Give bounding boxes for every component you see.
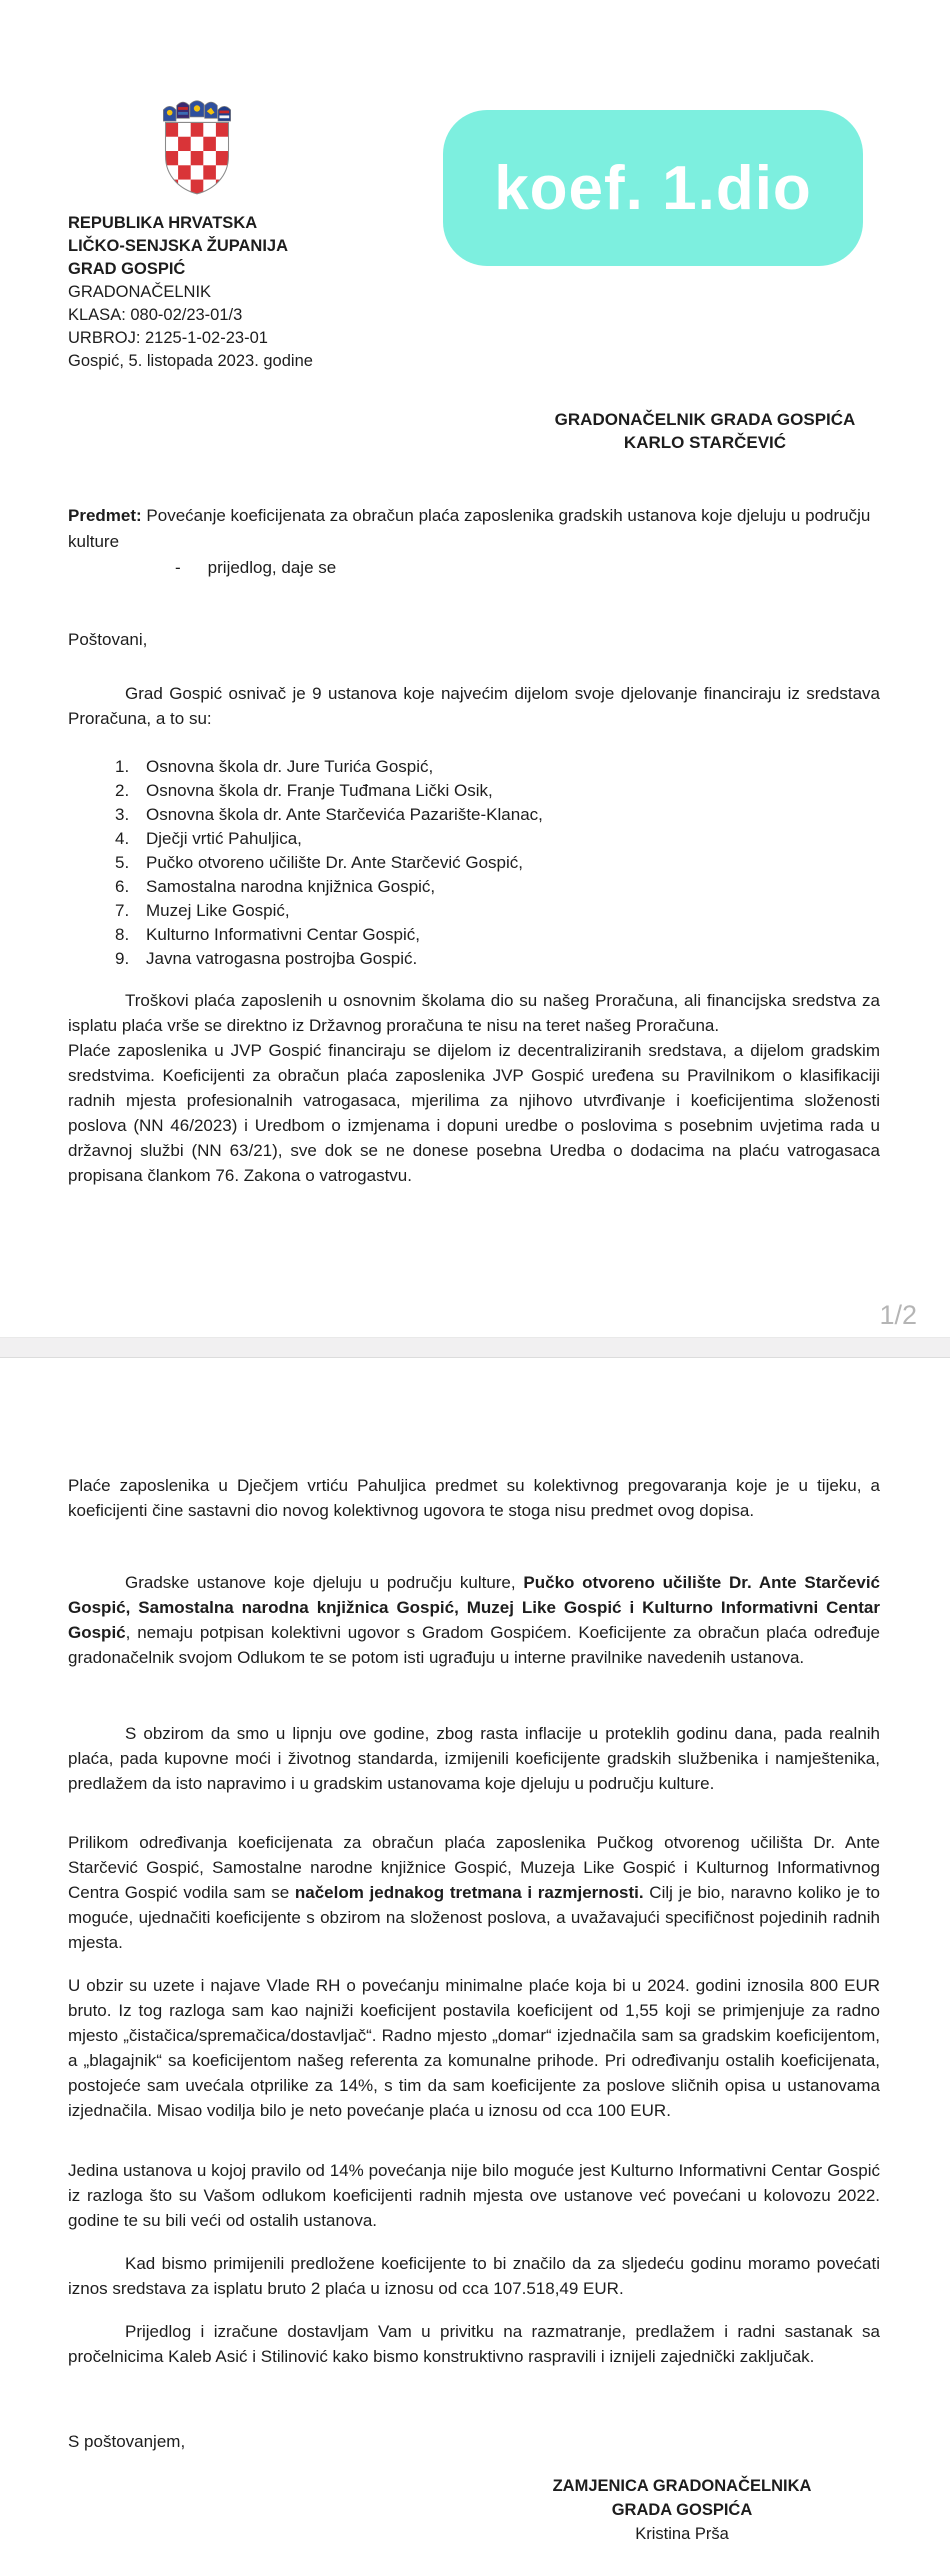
list-item: 6. Samostalna narodna knjižnica Gospić, xyxy=(115,877,436,896)
signature-title-1: ZAMJENICA GRADONAČELNIKA xyxy=(552,2477,812,2495)
letterhead-county: LIČKO-SENJSKA ŽUPANIJA xyxy=(68,237,289,255)
letterhead-office: GRADONAČELNIK xyxy=(68,283,212,301)
letterhead xyxy=(68,212,313,373)
list-item: 7. Muzej Like Gospić, xyxy=(115,901,290,920)
addressee-title: GRADONAČELNIK GRADA GOSPIĆA xyxy=(554,410,856,429)
subject-proposal-line xyxy=(175,555,880,581)
topic-badge-label: koef. 1.dio xyxy=(494,153,812,223)
subject-label: Predmet: xyxy=(68,506,142,525)
paragraph-kindergarten: Plaće zaposlenika u Dječjem vrtiću Pahuljica predmet su kolektivnog pregovaranja koje je u tijeku, a koeficijenti čine sastavni dio novog kolektivnog ugovora te stoga nisu predmet ovog dopisa. xyxy=(68,1476,880,1520)
letterhead-city: GRAD GOSPIĆ xyxy=(68,260,186,278)
paragraph-school-costs: Troškovi plaća zaposlenih u osnovnim školama dio su našeg Proračuna, ali financijska sredstva za isplatu plaća vrše se direktno iz Državnog proračuna te nisu na teret našeg Proračuna. xyxy=(68,991,880,1035)
croatia-coat-of-arms-icon xyxy=(162,100,232,196)
letterhead-urbroj: URBROJ: 2125-1-02-23-01 xyxy=(68,329,268,347)
paragraph-proposal: Prijedlog i izračune dostavljam Vam u privitku na razmatranje, predlažem i radni sastanak sa pročelnicima Kaleb Asić i Stilinović kako bismo konstruktivno raspravili i iznijeli zajednički zaključak. xyxy=(68,2322,880,2366)
subject-block xyxy=(68,503,880,581)
signature-name: Kristina Prša xyxy=(635,2525,729,2543)
crest-crown xyxy=(163,101,230,121)
signature-title-2: GRADA GOSPIĆA xyxy=(611,2501,753,2519)
list-item: 2. Osnovna škola dr. Franje Tuđmana Lički Osik, xyxy=(115,781,493,800)
paragraph-minimum-wage: U obzir su uzete i najave Vlade RH o povećanju minimalne plaće koja bi u 2024. godini iznosila 800 EUR bruto. Iz tog razloga sam kao najniži koeficijent postavila koeficijent od 1,55 koji se primjenjuje za radno mjesto „čistačica/spremačica/dostavljač“. Radno mjesto „domar“ izjednačila sam sa gradskim koeficijentom, a „blagajnik“ sa koeficijentom našeg referenta za komunalne prihode. Pri određivanju ostalih koeficijenata, postojeće sam uvećala otprilike za 14%, s tim da sam koeficijente za poslove sličnih opisa u ustanovama izjednačila. Misao vodilja bilo je neto povećanje plaća u iznosu od cca 100 EUR. xyxy=(68,1976,880,2120)
subject-text: Povećanje koeficijenata za obračun plaća zaposlenika gradskih ustanova koje djeluju u području kulture xyxy=(68,506,871,551)
addressee-block xyxy=(505,408,905,454)
subject-proposal-text: prijedlog, daje se xyxy=(207,558,337,577)
list-item: 4. Dječji vrtić Pahuljica, xyxy=(115,829,302,848)
paragraph-budget-amount: Kad bismo primijenili predložene koeficijente to bi značilo da za sljedeću godinu moramo povećati iznos sredstava za isplatu bruto 2 plaća u iznosu od cca 107.518,49 EUR. xyxy=(68,2254,880,2298)
salutation: Poštovani, xyxy=(68,630,148,649)
list-item: 9. Javna vatrogasna postrojba Gospić. xyxy=(115,949,418,968)
paragraph-kic-exception: Jedina ustanova u kojoj pravilo od 14% povećanja nije bilo moguće jest Kulturno Informativni Centar Gospić iz razloga što su Vašom odlukom koeficijenti radnih mjesta ove ustanove već povećani u kolovozu 2022. godine te su bili veći od ostalih ustanova. xyxy=(68,2161,880,2230)
subject-dash: - xyxy=(175,558,181,577)
paragraph-culture-institutions: Gradske ustanove koje djeluju u području kulture, Pučko otvoreno učilište Dr. Ante Starčević Gospić, Samostalna narodna knjižnica Gospić, Muzej Like Gospić i Kulturno Informativni Centar Gospić, nemaju potpisan kolektivni ugovor s Gradom Gospićem. Koeficijente za obračun plaća određuje gradonačelnik svojom Odlukom te se potom isti ugrađuju u interne pravilnike navedenih ustanova. xyxy=(68,1573,880,1667)
crest-shield xyxy=(166,122,229,193)
page-separator xyxy=(0,1337,950,1358)
paragraph-principle: Prilikom određivanja koeficijenata za obračun plaća zaposlenika Pučkog otvorenog učilišta Dr. Ante Starčević Gospić, Samostalne narodne knjižnice Gospić, Muzeja Like Gospić i Kulturnog Informativnog Centra Gospić vodila sam se načelom jednakog tretmana i razmjernosti. Cilj je bio, naravno koliko je to moguće, ujednačiti koeficijente s obzirom na složenost poslova, a uvažavajući specifičnost pojedinih radnih mjesta. xyxy=(68,1833,880,1952)
paragraph-costs-jvp xyxy=(68,988,880,1188)
list-item: 5. Pučko otvoreno učilište Dr. Ante Starčević Gospić, xyxy=(115,853,524,872)
list-item: 8. Kulturno Informativni Centar Gospić, xyxy=(115,925,421,944)
institutions-list xyxy=(115,755,880,971)
paragraph-jvp: Plaće zaposlenika u JVP Gospić financiraju se dijelom iz decentraliziranih sredstava, a dijelom gradskim sredstvima. Koeficijenti za obračun plaća zaposlenika JVP Gospić uređena su Pravilnikom o klasifikaciji radnih mjesta profesionalnih vatrogasaca, mjerilima za njihovo utvrđivanje i koeficijentima složenosti poslova (NN 46/2023) i Uredbom o izmjenama i dopuni uredbe o poslovima s posebnim uvjetima rada u državnoj službi (NN 63/21), sve dok se ne donese posebna Uredba o dodacima na plaću vatrogasaca propisana člankom 76. Zakona o vatrogastvu. xyxy=(68,1041,880,1185)
signature-block xyxy=(512,2474,852,2546)
paragraph-inflation: S obzirom da smo u lipnju ove godine, zbog rasta inflacije u proteklih godinu dana, pada realnih plaća, pada kupovne moći i životnog standarda, izmijenili koeficijente gradskih službenika i namještenika, predlažem da isto napravimo i u gradskim ustanovama koje djeluju u području kulture. xyxy=(68,1724,880,1793)
closing-salutation: S poštovanjem, xyxy=(68,2432,186,2451)
letterhead-klasa: KLASA: 080-02/23-01/3 xyxy=(68,306,243,324)
letterhead-date: Gospić, 5. listopada 2023. godine xyxy=(68,352,313,370)
list-item: 3. Osnovna škola dr. Ante Starčevića Pazarište-Klanac, xyxy=(115,805,543,824)
letterhead-country: REPUBLIKA HRVATSKA xyxy=(68,214,258,232)
list-item: 1. Osnovna škola dr. Jure Turića Gospić, xyxy=(115,757,434,776)
page-indicator: 1/2 xyxy=(879,1300,917,1330)
addressee-name: KARLO STARČEVIĆ xyxy=(623,433,787,452)
paragraph-intro: Grad Gospić osnivač je 9 ustanova koje najvećim dijelom svoje djelovanje financiraju iz sredstava Proračuna, a to su: xyxy=(68,684,880,728)
topic-badge xyxy=(443,110,863,266)
